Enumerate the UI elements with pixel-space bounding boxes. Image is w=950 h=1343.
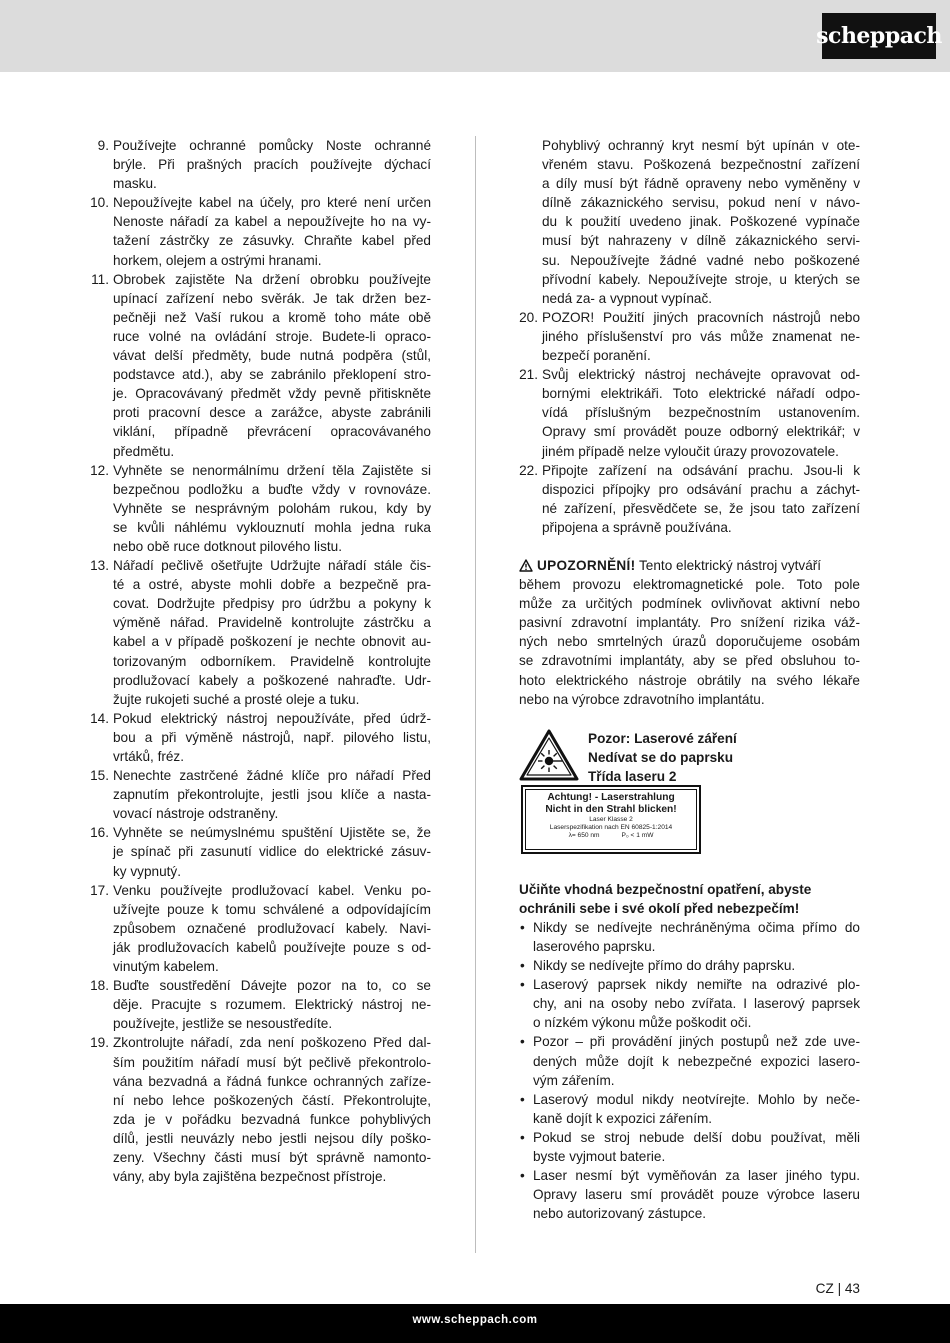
text-line: vávat delší předměty, bude nutná podpěra (stůl, xyxy=(113,348,431,364)
numbered-item xyxy=(90,270,431,461)
item-number: 21. xyxy=(519,367,538,383)
label-title: Achtung! - Laserstrahlung xyxy=(547,791,675,803)
text-line: né zařízení, přesvědčete se, že jsou tato zařízení xyxy=(542,500,860,516)
text-line: způsobem označené prodlužovací kabely. Navi- xyxy=(113,920,431,936)
right-column xyxy=(519,136,860,1223)
text-line: přívodní kabely. Nepoužívejte stroje, u kterých se xyxy=(542,271,860,287)
laser-line: Třída laseru 2 xyxy=(588,768,677,784)
numbered-item xyxy=(90,766,431,823)
bullet-dot-icon: • xyxy=(520,958,525,974)
text-line: Pokud elektrický nástroj nepoužíváte, před údrž- xyxy=(113,710,431,726)
text-line: Připojte zařízení na odsávání prachu. Jsou-li k xyxy=(542,462,860,478)
warning-icon xyxy=(519,559,533,572)
text-line: Laserový paprsek nikdy nemiřte na odrazivé plo- xyxy=(533,977,860,993)
label-values xyxy=(526,832,696,840)
laser-warning-block xyxy=(519,729,860,861)
text-line: je. Opracovávaný předmět vždy pevně přitiskněte xyxy=(113,386,431,402)
item-text xyxy=(542,461,860,537)
numbered-item xyxy=(90,461,431,556)
text-line: proti pracovní desce a zarážce, abyste zabránili xyxy=(113,405,431,421)
label-subtitle: Nicht in den Strahl blicken! xyxy=(545,803,677,815)
page-number: CZ | 43 xyxy=(815,1281,860,1296)
label-wavelength: λ= 650 nm xyxy=(568,831,600,839)
bullet-dot-icon: • xyxy=(520,977,525,993)
bullet-item xyxy=(519,1128,860,1166)
text-line: Vyhněte se nenormálnímu držení těla Zajistěte si xyxy=(113,462,431,478)
text-line: Pohyblivý ochranný kryt nesmí být upínán v ote- xyxy=(542,138,860,153)
safety-heading-line: Učiňte vhodná bezpečnostní opatření, abyste xyxy=(519,881,812,897)
text-line: nebo autorizovaný zástupce. xyxy=(533,1206,707,1222)
bullet-text xyxy=(533,956,860,975)
text-line: vinutým kabelem. xyxy=(113,959,219,975)
brand-logo: scheppach xyxy=(822,13,936,59)
text-line: Nenoste nářadí za kabel a nepoužívejte ho na vy- xyxy=(113,214,431,230)
text-line: té a ostré, abyste mohli dobře a bezpečně pra- xyxy=(113,577,431,593)
continued-item-19 xyxy=(519,136,860,308)
item-text xyxy=(113,976,431,1033)
text-line: Opravy laseru smí provádět pouze výrobce laseru xyxy=(533,1187,860,1203)
bullet-item xyxy=(519,918,860,956)
bullet-dot-icon: • xyxy=(520,1129,525,1145)
laser-class-label xyxy=(521,785,701,854)
text-line: Nepoužívejte kabel na účely, pro které není určen xyxy=(113,195,431,211)
numbered-item xyxy=(90,976,431,1033)
text-line: Opravy smí provádět pouze odborný elektrikář; v xyxy=(542,424,860,440)
website-link[interactable]: www.scheppach.com xyxy=(412,1314,538,1326)
warning-line: Tento elektrický nástroj vytváří xyxy=(639,557,822,573)
numbered-item xyxy=(90,823,431,880)
bullet-text xyxy=(533,975,860,1032)
text-line: bou a při výměně nástrojů, např. pilového listu, xyxy=(113,729,431,745)
item-text xyxy=(542,365,860,460)
text-line: Vyhněte se nesprávným polohám rukou, kdy by xyxy=(113,500,431,516)
bullet-text xyxy=(533,1090,860,1128)
text-line: Laser nesmí být vyměňován za laser jiného typu. xyxy=(533,1168,860,1184)
text-line: su. Nepoužívejte žádné vadné nebo poškozené xyxy=(542,252,860,268)
text-line: o nízkém výkonu může poškodit oči. xyxy=(533,1015,752,1031)
bullet-item xyxy=(519,1166,860,1223)
text-line: nebo obě ruce dotknout pilového listu. xyxy=(113,538,342,554)
item-text xyxy=(113,270,431,461)
label-spec: Laserspezifikation nach EN 60825-1:2014 xyxy=(549,823,673,831)
text-line: zapnutím překontrolujte, jestli jsou klíče a nasta- xyxy=(113,787,431,803)
warning-body xyxy=(519,575,860,709)
text-line: vrtáků, fréz. xyxy=(113,749,185,764)
text-line: torizovaným odborníkem. Pravidelně kontrolujte xyxy=(113,653,431,669)
text-line: chy, ani na osoby nebo zvířata. I laserový paprsek xyxy=(533,996,860,1012)
item-text xyxy=(113,556,431,709)
warning-line: ných nebo smrtelných úrazů doporučujeme osobám xyxy=(519,634,860,650)
emf-warning xyxy=(519,556,860,709)
text-line: vřeném stavu. Poškozená bezpečnostní zařízení xyxy=(542,157,860,173)
text-line: kabel a v případě poškození je nechte obnovit au- xyxy=(113,634,431,650)
left-column xyxy=(90,136,431,1186)
text-line: se kvůli náhlému vyklouznutí mohla jedna ruka xyxy=(113,519,431,535)
numbered-item xyxy=(90,136,431,193)
safety-heading-line: ochránili sebe i své okolí před nebezpečím! xyxy=(519,900,800,916)
text-line: vídá příslušným bezpečnostním ustanovením. xyxy=(542,405,860,421)
item-text xyxy=(113,461,431,556)
text-line: ruce volné na ovládání stroje. Budete-li opraco- xyxy=(113,328,431,344)
bullet-text xyxy=(533,1128,860,1166)
text-line: ják prodlužovacích kabelů používejte pouze s od- xyxy=(113,939,431,955)
text-line: bezpečnou podložku a buďte vždy v rovnováze. xyxy=(113,481,431,497)
warning-line: pasivní zdravotní implantáty. Pro snížení rizika váž- xyxy=(519,615,860,631)
bullet-item xyxy=(519,956,860,975)
warning-line: může za určitých podmínek ovlivňovat aktivní nebo xyxy=(519,596,860,612)
text-line: podstavce atd.), aby se zabránilo překlopení stro- xyxy=(113,367,431,383)
item-number: 19. xyxy=(90,1035,109,1051)
text-line: ším použitím nářadí musí být pečlivě překontrolo- xyxy=(113,1054,431,1070)
text-line: ní nebo lehce poškozených částí. Překontrolujte, xyxy=(113,1092,431,1108)
text-line: předmětu. xyxy=(113,443,175,459)
text-line: bornými elektrikáři. Toto elektrické nářadí odpo- xyxy=(542,386,860,402)
text-line: výměně nářad. Pravidelně kontrolujte zástrčku a xyxy=(113,615,431,631)
text-line: kaně dojít k expozici zářením. xyxy=(533,1110,713,1126)
laser-warning-text xyxy=(588,729,737,786)
text-line: Nikdy se nedívejte přímo do dráhy paprsku. xyxy=(533,958,796,974)
text-line: vána bezvadná a řádná funkce ochranných zaříze- xyxy=(113,1073,431,1089)
text-line: byste vyjmout baterie. xyxy=(533,1149,666,1165)
bullet-dot-icon: • xyxy=(520,919,525,935)
text-line: vým zářením. xyxy=(533,1072,615,1088)
text-line: děje. Pracujte s rozumem. Elektrický nástroj ne- xyxy=(113,997,431,1013)
text-line: Používejte ochranné pomůcky Noste ochranné xyxy=(113,138,431,153)
bullet-text xyxy=(533,918,860,956)
text-line: nedá za- a vypnout vypínač. xyxy=(542,290,713,306)
item-text xyxy=(113,1033,431,1186)
warning-line: nebo na výrobce zdravotního implantátu. xyxy=(519,691,765,707)
text-line: laserového paprsku. xyxy=(533,939,656,954)
item-text xyxy=(113,881,431,976)
text-line: Nenechte zastrčené žádné klíče pro nářadí Před xyxy=(113,768,431,784)
numbered-item xyxy=(90,709,431,766)
text-line: Svůj elektrický nástroj nechávejte opravovat od- xyxy=(542,367,860,383)
item-number: 18. xyxy=(90,978,109,994)
bullet-text xyxy=(533,1032,860,1089)
bullet-item xyxy=(519,1090,860,1128)
text-line: covat. Dodržujte předpisy pro údržbu a pokyny k xyxy=(113,596,431,612)
text-line: du k použití uvedeno jinak. Poškozené vypínače xyxy=(542,214,860,230)
bullet-item xyxy=(519,975,860,1032)
numbered-item xyxy=(90,556,431,709)
text-line: prodlužovací kabely a poškozené nahraďte. Udr- xyxy=(113,672,431,688)
text-line: Laserový modul nikdy neotvírejte. Mohlo by neče- xyxy=(533,1091,860,1107)
text-line: Venku používejte prodlužovací kabel. Venku po- xyxy=(113,882,431,898)
numbered-item xyxy=(519,308,860,365)
text-line: zda je v pořádku bezvadná funkce pohyblivých xyxy=(113,1111,431,1127)
text-line: dispozici přípojky pro odsávání prachu a záchyt- xyxy=(542,481,860,497)
item-text xyxy=(113,136,431,193)
text-line: dílně zákaznického servisu, pokud není v návo- xyxy=(542,195,860,211)
text-line: žujte rukojeti suché a prosté oleje a tuku. xyxy=(113,691,360,707)
text-line: Nářadí pečlivě ošetřujte Udržujte nářadí stále čis- xyxy=(113,558,431,574)
numbered-item xyxy=(519,365,860,460)
warning-heading: UPOZORNĚNÍ! xyxy=(537,557,636,573)
label-class: Laser Klasse 2 xyxy=(589,815,633,823)
item-number: 13. xyxy=(90,558,109,574)
text-line: viklání, případně převrácení opracovávaného xyxy=(113,424,431,440)
text-line: Buďte soustředění Dávejte pozor na to, co se xyxy=(113,978,431,994)
warning-line: během provozu elektromagnetické pole. Toto pole xyxy=(519,577,860,593)
item-number: 14. xyxy=(90,710,109,726)
laser-line: Pozor: Laserové záření xyxy=(588,730,737,746)
item-number: 15. xyxy=(90,768,109,784)
item-number: 10. xyxy=(90,195,109,211)
text-line: horkem, olejem a ostrými hranami. xyxy=(113,252,322,268)
text-line: POZOR! Použití jiných pracovních nástrojů nebo xyxy=(542,309,860,325)
item-number: 9. xyxy=(97,138,109,153)
text-line: ky vypnutý. xyxy=(113,863,181,879)
item-text xyxy=(113,709,431,766)
laser-hazard-icon xyxy=(519,729,579,781)
item-number: 17. xyxy=(90,882,109,898)
text-line: je spínač při zasunutí vidlice do elektrické zásuv- xyxy=(113,844,431,860)
laser-line: Nedívat se do paprsku xyxy=(588,749,734,765)
text-line: užívejte pouze k tomu schválené a odpovídajícím xyxy=(113,901,431,917)
text-line: připojena a správně používána. xyxy=(542,519,732,535)
numbered-item xyxy=(90,881,431,976)
text-line: a díly musí být řádně opraveny nebo vyměněny v xyxy=(542,176,860,192)
item-number: 12. xyxy=(90,462,109,478)
warning-line: hoto elektrického nástroje obrátily na svého lékaře xyxy=(519,672,860,688)
text-line: Obrobek zajistěte Na držení obrobku používejte xyxy=(113,271,431,287)
numbered-list xyxy=(519,308,860,537)
text-line: musí být nahrazeny v dílně zákaznického servi- xyxy=(542,233,860,249)
text-line: Nikdy se nedívejte nechráněnýma očima přímo do xyxy=(533,919,860,935)
numbered-item xyxy=(519,461,860,537)
text-line: Pokud se stroj nebude delší dobu používat, měli xyxy=(533,1129,860,1145)
item-number: 20. xyxy=(519,309,538,325)
column-divider xyxy=(475,136,476,1253)
safety-heading xyxy=(519,880,860,918)
bullet-dot-icon: • xyxy=(520,1091,525,1107)
numbered-item xyxy=(90,1033,431,1186)
safety-bullet-list xyxy=(519,918,860,1224)
text-line: dílů, jestli neuvázly nebo jestli nejsou díly poško- xyxy=(113,1130,431,1146)
text-line: masku. xyxy=(113,176,157,192)
item-number: 22. xyxy=(519,462,538,478)
text-line: upínací zařízení nebo svěrák. Je tak držen bez- xyxy=(113,290,431,306)
bullet-dot-icon: • xyxy=(520,1168,525,1184)
header-band xyxy=(0,0,950,72)
text-line: dených může dojít k nebezpečné expozici lasero- xyxy=(533,1053,860,1069)
text-line: používejte, jestliže se nesoustředíte. xyxy=(113,1016,333,1032)
text-line: pečněji než Vaší rukou a kromě toho máte obě xyxy=(113,309,431,325)
text-line: tažení zástrčky ze zásuvky. Chraňte kabel před xyxy=(113,233,431,249)
text-line: Pozor – při provádění jiných postupů než zde uve- xyxy=(533,1034,860,1050)
text-line: jiného příslušenství pro vás může znamenat ne- xyxy=(542,328,860,344)
bullet-dot-icon: • xyxy=(520,1034,525,1050)
text-line: zeny. Všechny části musí být správně namonto- xyxy=(113,1149,431,1165)
text-line: bezpečí poranění. xyxy=(542,348,651,364)
text-line: Zkontrolujte nářadí, zda není poškozeno Před dal- xyxy=(113,1035,431,1051)
text-line: Vyhněte se neúmyslnému spuštění Ujistěte se, že xyxy=(113,825,431,841)
item-text xyxy=(113,766,431,823)
text-line: brýle. Při prašných pracích používejte dýchací xyxy=(113,157,431,173)
item-number: 11. xyxy=(91,271,109,287)
item-text xyxy=(113,193,431,269)
item-text xyxy=(113,823,431,880)
item-text xyxy=(542,308,860,365)
warning-line: se zdravotními implantáty, aby se před obsluhou to- xyxy=(519,653,860,669)
item-number: 16. xyxy=(90,825,109,841)
bullet-item xyxy=(519,1032,860,1089)
numbered-item xyxy=(90,193,431,269)
text-line: vány, aby byla zajištěna bezpečnost přístroje. xyxy=(113,1169,387,1185)
bullet-text xyxy=(533,1166,860,1223)
text-line: vovací nástroje odstraněny. xyxy=(113,806,279,822)
label-power: P₀ < 1 mW xyxy=(621,831,654,839)
text-line: jiném případě nelze vyloučit úrazy provozovatele. xyxy=(542,443,839,459)
